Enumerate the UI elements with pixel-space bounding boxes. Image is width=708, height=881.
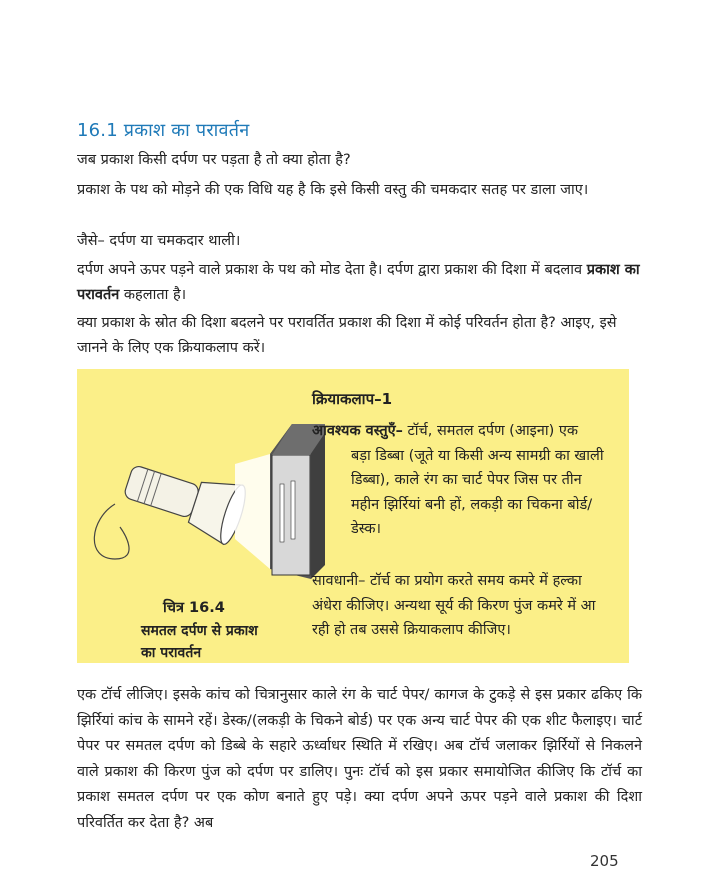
figure-caption: समतल दर्पण से प्रकाश का परावर्तन — [141, 623, 258, 661]
requirements-label: आवश्यक वस्तुएँ– — [312, 423, 403, 439]
activity-title: क्रियाकलाप–1 — [312, 390, 393, 408]
activity-caution: सावधानी– टॉर्च का प्रयोग करते समय कमरे में हल्का अंधेरा कीजिए। अन्यथा सूर्य की किरण पुंज कमरे में आ रही हो तब उससे क्रियाकलाप कीजिए। — [312, 573, 596, 638]
activity-box — [77, 369, 629, 663]
definition-term: प्रकाश का परावर्तन — [77, 262, 640, 303]
page-number: 205 — [590, 852, 619, 870]
paragraph-activity-intro: क्या प्रकाश के स्रोत की दिशा बदलने पर परावर्तित प्रकाश की दिशा में कोई परिवर्तन होता है? आइए, इसे जानने के लिए एक क्रियाकलाप करें। — [77, 315, 617, 356]
requirements-list: बड़ा डिब्बा (जूते या किसी अन्य सामग्री का खाली डिब्बा), काले रंग का चार्ट पेपर जिस पर तीन महीन झिर्रियां बनी हों, लकड़ी का चिकना बोर्ड/ डेस्क। — [351, 447, 604, 537]
paragraph-question: जब प्रकाश किसी दर्पण पर पड़ता है तो क्या होता है? — [77, 152, 351, 168]
requirements-first-line: टॉर्च, समतल दर्पण (आइना) एक — [402, 423, 578, 439]
figure-number: चित्र 16.4 — [163, 600, 225, 616]
definition-text-c: कहलाता है। — [119, 287, 187, 303]
paragraph-method: प्रकाश के पथ को मोड़ने की एक विधि यह है कि इसे किसी वस्तु की चमकदार सतह पर डाला जाए। — [77, 182, 589, 198]
definition-text-a: दर्पण अपने ऊपर पड़ने वाले प्रकाश के पथ को मोड देता है। दर्पण द्वारा प्रकाश की दिशा में बदलाव — [77, 262, 587, 278]
activity-requirements — [312, 419, 612, 542]
torch-box-illustration — [85, 409, 325, 609]
paragraph-definition — [77, 258, 642, 308]
paragraph-procedure: एक टॉर्च लीजिए। इसके कांच को चित्रानुसार काले रंग के चार्ट पेपर/ कागज के टुकड़े से इस प्रकार ढकिए कि झिर्रियां कांच के सामने रहें। डेस्क/(लकड़ी के चिकने बोर्ड) पर एक अन्य चार्ट पेपर की एक शीट फैलाइए। चार्ट पेपर पर समतल दर्पण को डिब्बे के सहारे ऊर्ध्वाधर स्थिति में रखिए। अब टॉर्च जलाकर झिर्रियों से निकलने वाले प्रकाश की किरण पुंज को दर्पण पर डालिए। पुनः टॉर्च को इस प्रकार समायोजित कीजिए कि टॉर्च का प्रकाश समतल दर्पण पर एक कोण बनाते हुए पड़े। क्या दर्पण अपने ऊपर पड़ने वाले प्रकाश की दिशा परिवर्तित कर देता है? अब — [77, 687, 642, 831]
paragraph-example: जैसे– दर्पण या चमकदार थाली। — [77, 233, 241, 249]
section-heading: 16.1 प्रकाश का परावर्तन — [77, 120, 250, 141]
